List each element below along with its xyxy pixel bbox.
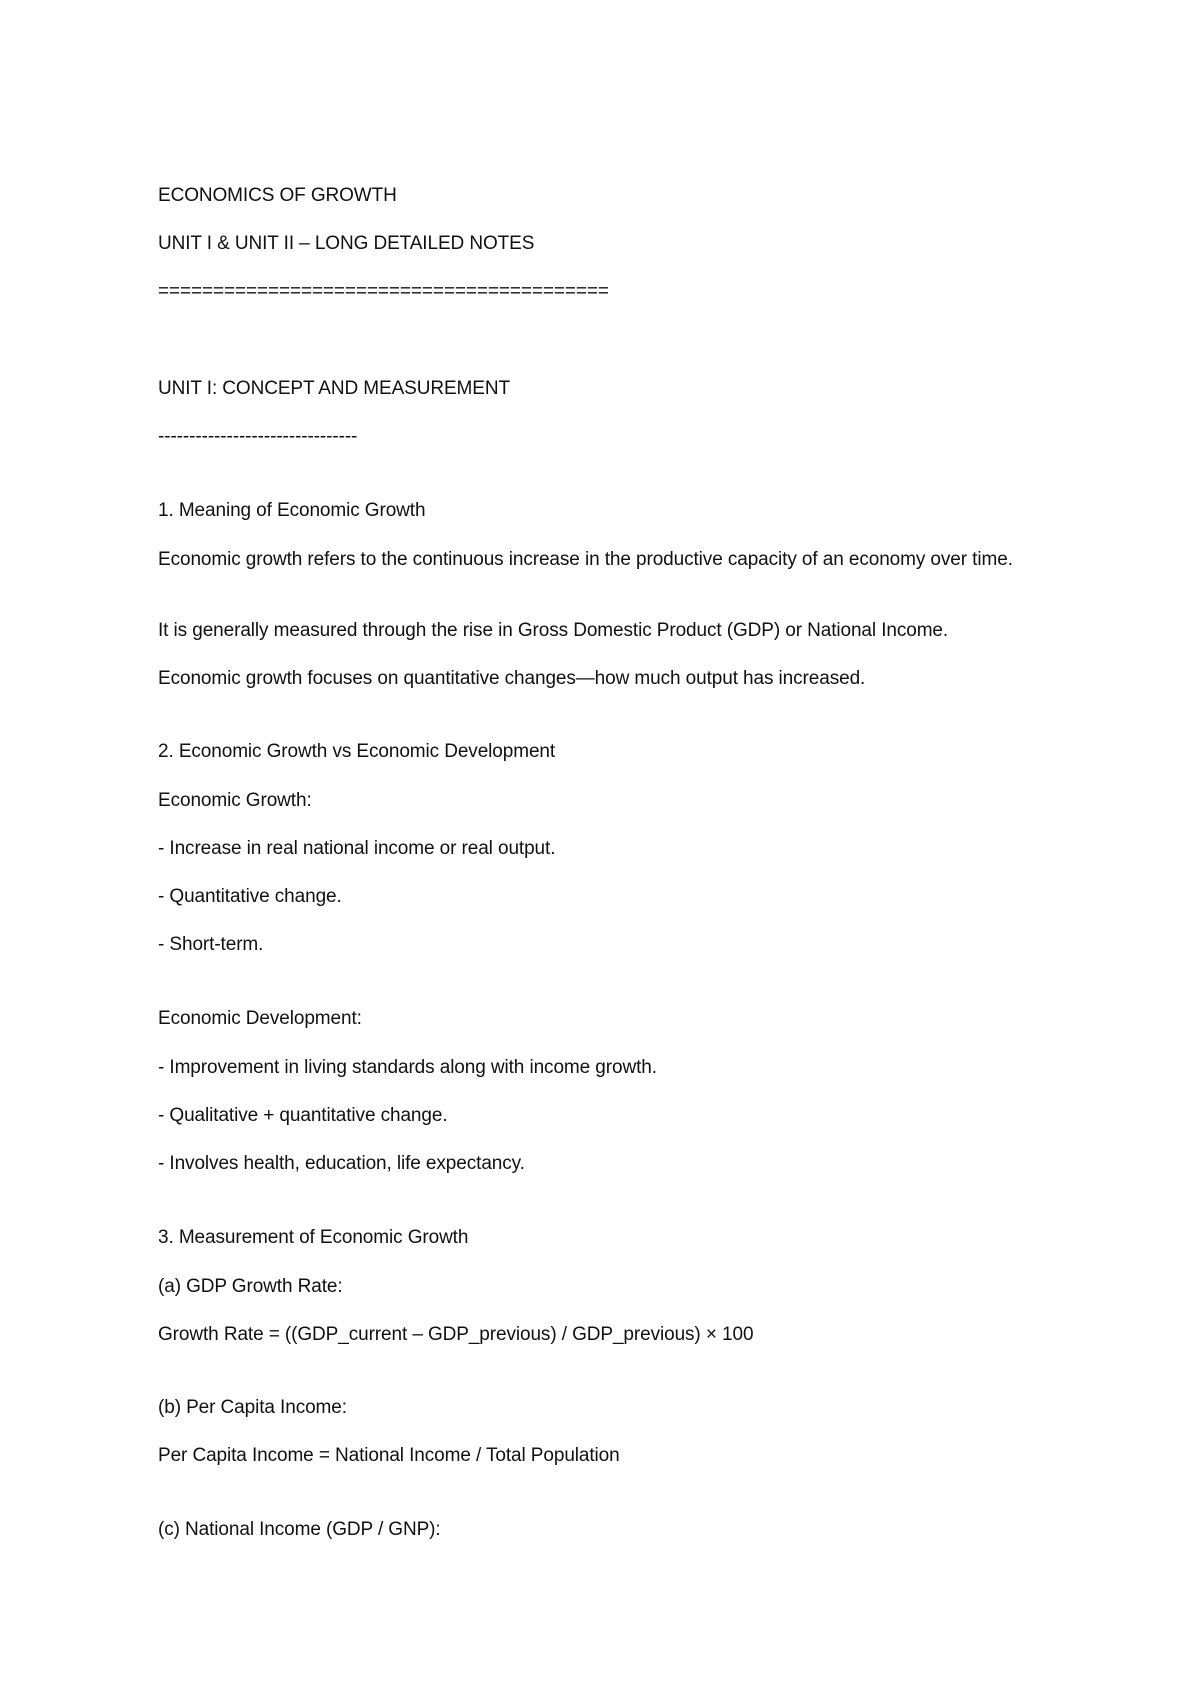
development-point-3: - Involves health, education, life expectancy. — [158, 1153, 525, 1174]
per-capita-formula: Per Capita Income = National Income / Total Population — [158, 1445, 620, 1466]
growth-point-3: - Short-term. — [158, 934, 264, 955]
growth-point-2: - Quantitative change. — [158, 886, 342, 907]
double-rule: ========================================= — [158, 281, 609, 302]
unit1-heading: UNIT I: CONCEPT AND MEASUREMENT — [158, 378, 510, 399]
per-capita-label: (b) Per Capita Income: — [158, 1397, 347, 1418]
growth-point-1: - Increase in real national income or real output. — [158, 838, 556, 859]
section1-paragraph-3: Economic growth focuses on quantitative changes—how much output has increased. — [158, 668, 866, 689]
section1-heading: 1. Meaning of Economic Growth — [158, 500, 426, 521]
section2-heading: 2. Economic Growth vs Economic Development — [158, 741, 556, 762]
development-label: Economic Development: — [158, 1008, 362, 1029]
development-point-1: - Improvement in living standards along with income growth. — [158, 1057, 657, 1078]
national-income-label: (c) National Income (GDP / GNP): — [158, 1519, 441, 1540]
section3-heading: 3. Measurement of Economic Growth — [158, 1227, 469, 1248]
gdp-growth-formula: Growth Rate = ((GDP_current – GDP_previous) / GDP_previous) × 100 — [158, 1324, 754, 1345]
document-subtitle: UNIT I & UNIT II – LONG DETAILED NOTES — [158, 233, 535, 254]
section1-paragraph-2: It is generally measured through the rise in Gross Domestic Product (GDP) or National Income. — [158, 620, 949, 641]
growth-label: Economic Growth: — [158, 790, 312, 811]
single-rule: -------------------------------- — [158, 426, 358, 447]
document-title: ECONOMICS OF GROWTH — [158, 185, 397, 206]
gdp-growth-label: (a) GDP Growth Rate: — [158, 1276, 343, 1297]
development-point-2: - Qualitative + quantitative change. — [158, 1105, 448, 1126]
section1-paragraph-1: Economic growth refers to the continuous increase in the productive capacity of an economy over time. — [158, 549, 1013, 570]
